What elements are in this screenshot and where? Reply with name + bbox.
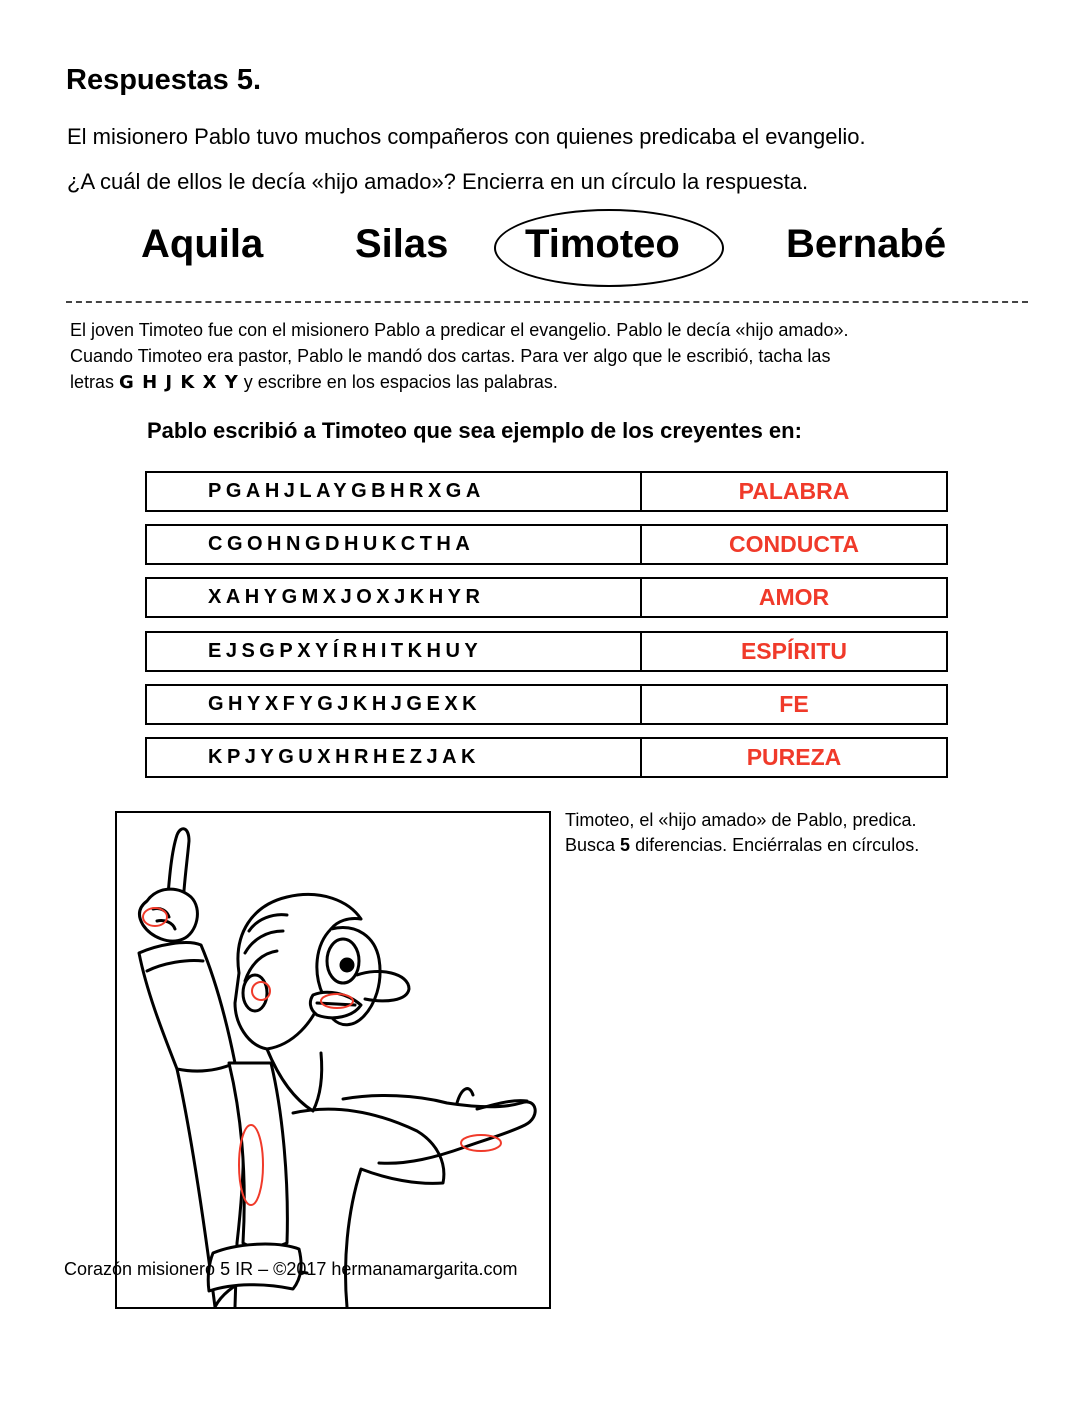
instructions-line-3-start: letras [70, 372, 115, 392]
dashed-divider [66, 301, 1028, 303]
answer-field[interactable]: PALABRA [738, 478, 850, 504]
letter-code: PGAHJLAYGBHRXGA [208, 480, 485, 502]
picture-caption-2-start: Busca [565, 835, 616, 855]
differences-count: 5 [620, 835, 631, 855]
letter-code: XAHYGMXJOXJKHYR [208, 586, 485, 608]
letters-to-cross-out: G H J K X Y [119, 372, 239, 393]
preacher-illustration [117, 813, 549, 1307]
answer-field[interactable]: ESPÍRITU [740, 638, 848, 664]
name-option-silas[interactable]: Silas [355, 222, 449, 266]
puzzle-row [145, 631, 948, 672]
answer-field[interactable]: PUREZA [746, 744, 842, 770]
page-title: Respuestas 5. [66, 64, 262, 96]
instructions-line-1: El joven Timoteo fue con el misionero Pablo a predicar el evangelio. Pablo le decía «hijo amado». [70, 320, 849, 340]
intro-question: ¿A cuál de ellos le decía «hijo amado»? Encierra en un círculo la respuesta. [67, 169, 809, 194]
answer-field[interactable]: CONDUCTA [729, 531, 859, 557]
picture-caption-1: Timoteo, el «hijo amado» de Pablo, predica. [565, 810, 917, 830]
answer-field[interactable]: AMOR [758, 584, 830, 610]
letter-code: EJSGPXYÍRHITKHUY [208, 640, 483, 662]
instructions-line-3 [70, 372, 558, 393]
instructions-line-2: Cuando Timoteo era pastor, Pablo le mandó dos cartas. Para ver algo que le escribió, tacha las [70, 346, 831, 366]
picture-caption-2 [565, 835, 919, 856]
name-option-aquila[interactable]: Aquila [141, 222, 264, 266]
picture-caption-2-end: diferencias. Enciérralas en círculos. [635, 835, 920, 855]
puzzle-heading: Pablo escribió a Timoteo que sea ejemplo de los creyentes en: [147, 418, 802, 443]
puzzle-row [145, 471, 948, 512]
letter-code: GHYXFYGJKHJGEXK [208, 693, 482, 715]
letter-code: KPJYGUXHRHEZJAK [208, 746, 480, 768]
name-option-timoteo[interactable]: Timoteo [525, 222, 680, 266]
puzzle-row [145, 577, 948, 618]
name-option-bernabe[interactable]: Bernabé [786, 222, 947, 266]
answer-field[interactable]: FE [779, 691, 809, 717]
intro-line-1: El misionero Pablo tuvo muchos compañeros con quienes predicaba el evangelio. [67, 124, 866, 149]
puzzle-row [145, 737, 948, 778]
letter-code: CGOHNGDHUKCTHA [208, 533, 475, 555]
puzzle-row [145, 524, 948, 565]
instructions-line-3-end: y escribre en los espacios las palabras. [243, 372, 558, 392]
footer-credit: Corazón misionero 5 IR – ©2017 hermanamargarita.com [64, 1259, 518, 1279]
puzzle-row [145, 684, 948, 725]
illustration-frame [115, 811, 551, 1309]
